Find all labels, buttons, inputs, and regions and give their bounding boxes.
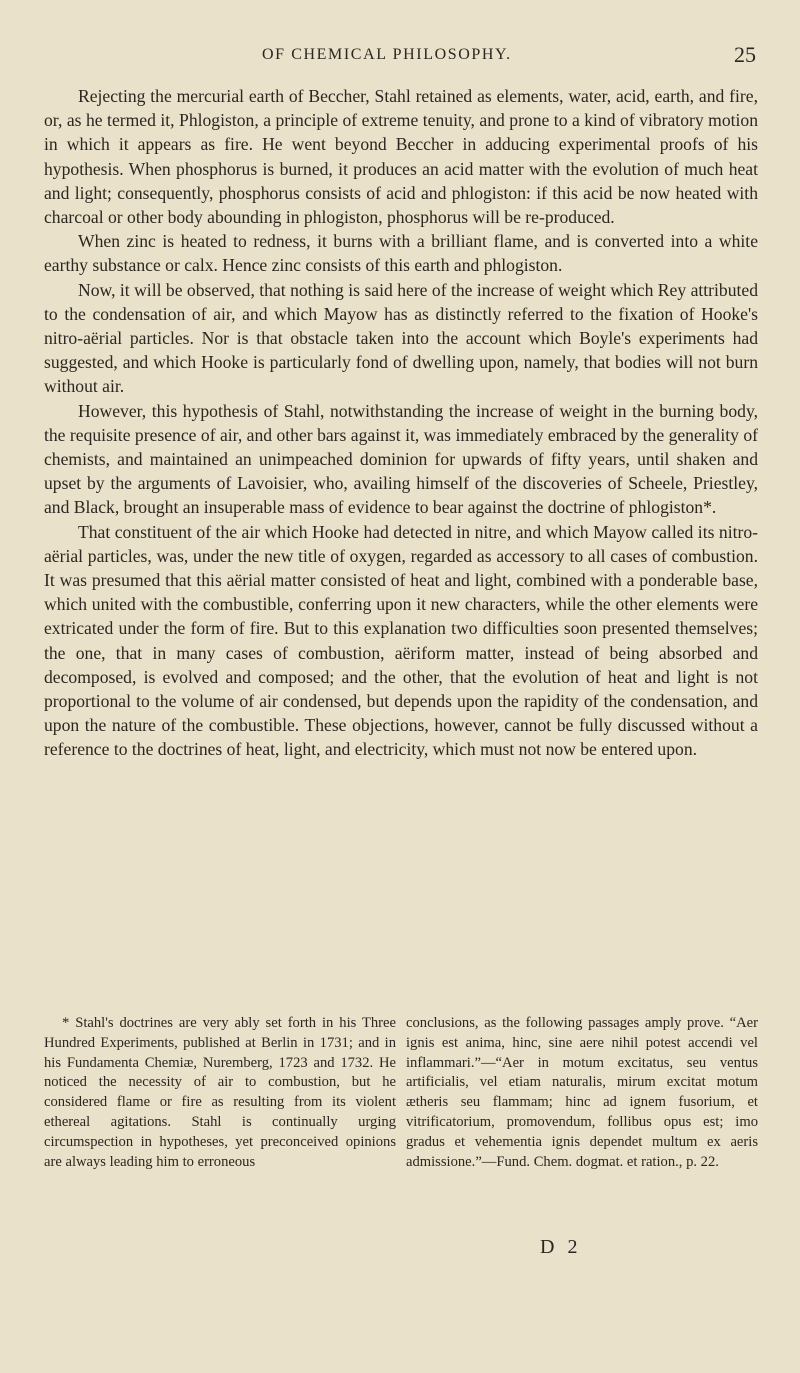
paragraph: That constituent of the air which Hooke had detected in nitre, and which Mayow called its nitro-aërial particles, was, under the new title of oxygen, regarded as accessory to all cases of combustion. It was presumed that this aërial matter consisted of heat and light, combined with a ponderable base, which united with the combustible, conferring upon it new characters, while the other elements were extricated under the form of fire. But to this explanation two difficulties soon presented themselves; the one, that in many cases of combustion, aëriform matter, instead of being absorbed and decomposed, is evolved and composed; and the other, that the evolution of heat and light is not proportional to the volume of air condensed, but depends upon the rapidity of the condensation, and upon the nature of the combustible. These objections, however, cannot be fully discussed without a reference to the doctrines of heat, light, and electricity, which must not now be entered upon. <box>44 521 758 760</box>
running-head: OF CHEMICAL PHILOSOPHY. <box>262 46 512 63</box>
footnote <box>44 1014 758 1172</box>
footnote-column-left <box>44 1014 396 1172</box>
main-text <box>44 84 758 762</box>
page-number: 25 <box>734 42 756 67</box>
signature-mark: D 2 <box>540 1236 582 1258</box>
footnote-text: conclusions, as the following passages amply prove. “Aer ignis est anima, hinc, sine aere nihil potest accendi vel inflammari.”—“Aer in motum excitatus, seu ventus artificialis, vel etiam naturalis, mirum excitat motum ætheris seu flammam; hinc ad ignem fusorium, et vitrificatorium, promovendum, follibus opus est; imo gradus et vehementia ignis dependet multum ex aeris admissione.”—Fund. Chem. dogmat. et ration., p. 22. <box>406 1015 758 1170</box>
page-header <box>0 42 800 72</box>
paragraph: Rejecting the mercurial earth of Beccher, Stahl retained as elements, water, acid, earth, and fire, or, as he termed it, Phlogiston, a principle of extreme tenuity, and prone to a kind of vibratory motion in which it appears as fire. He went beyond Beccher in adducing experimental proofs of his hypothesis. When phosphorus is burned, it produces an acid matter with the evolution of much heat and light; consequently, phosphorus consists of acid and phlogiston: if this acid be now heated with charcoal or other body abounding in phlogiston, phosphorus will be re-produced. <box>44 86 758 228</box>
footnote-text: * Stahl's doctrines are very ably set forth in his Three Hundred Experiments, published at Berlin in 1731; and in his Fundamenta Chemiæ, Nuremberg, 1723 and 1732. He noticed the necessity of air to combustion, but he considered flame or fire as resulting from its violent ethereal agitations. Stahl is continually urging circumspection in hypotheses, yet preconceived opinions are always leading him to erroneous <box>44 1015 396 1170</box>
paragraph: When zinc is heated to redness, it burns with a brilliant flame, and is converted into a white earthy substance or calx. Hence zinc consists of this earth and phlogiston. <box>44 231 758 276</box>
paragraph: Now, it will be observed, that nothing is said here of the increase of weight which Rey attributed to the condensation of air, and which Mayow has as distinctly referred to the fixation of Hooke's nitro-aërial particles. Nor is that obstacle taken into the account which Boyle's experiments had suggested, and which Hooke is particularly fond of dwelling upon, namely, that bodies will not burn without air. <box>44 279 758 397</box>
footnote-column-right <box>406 1014 758 1172</box>
paragraph: However, this hypothesis of Stahl, notwithstanding the increase of weight in the burning body, the requisite presence of air, and other bars against it, was immediately embraced by the generality of chemists, and maintained an unimpeached dominion for upwards of fifty years, until shaken and upset by the arguments of Lavoisier, who, availing himself of the discoveries of Scheele, Priestley, and Black, brought an insuperable mass of evidence to bear against the doctrine of phlogiston*. <box>44 400 758 518</box>
